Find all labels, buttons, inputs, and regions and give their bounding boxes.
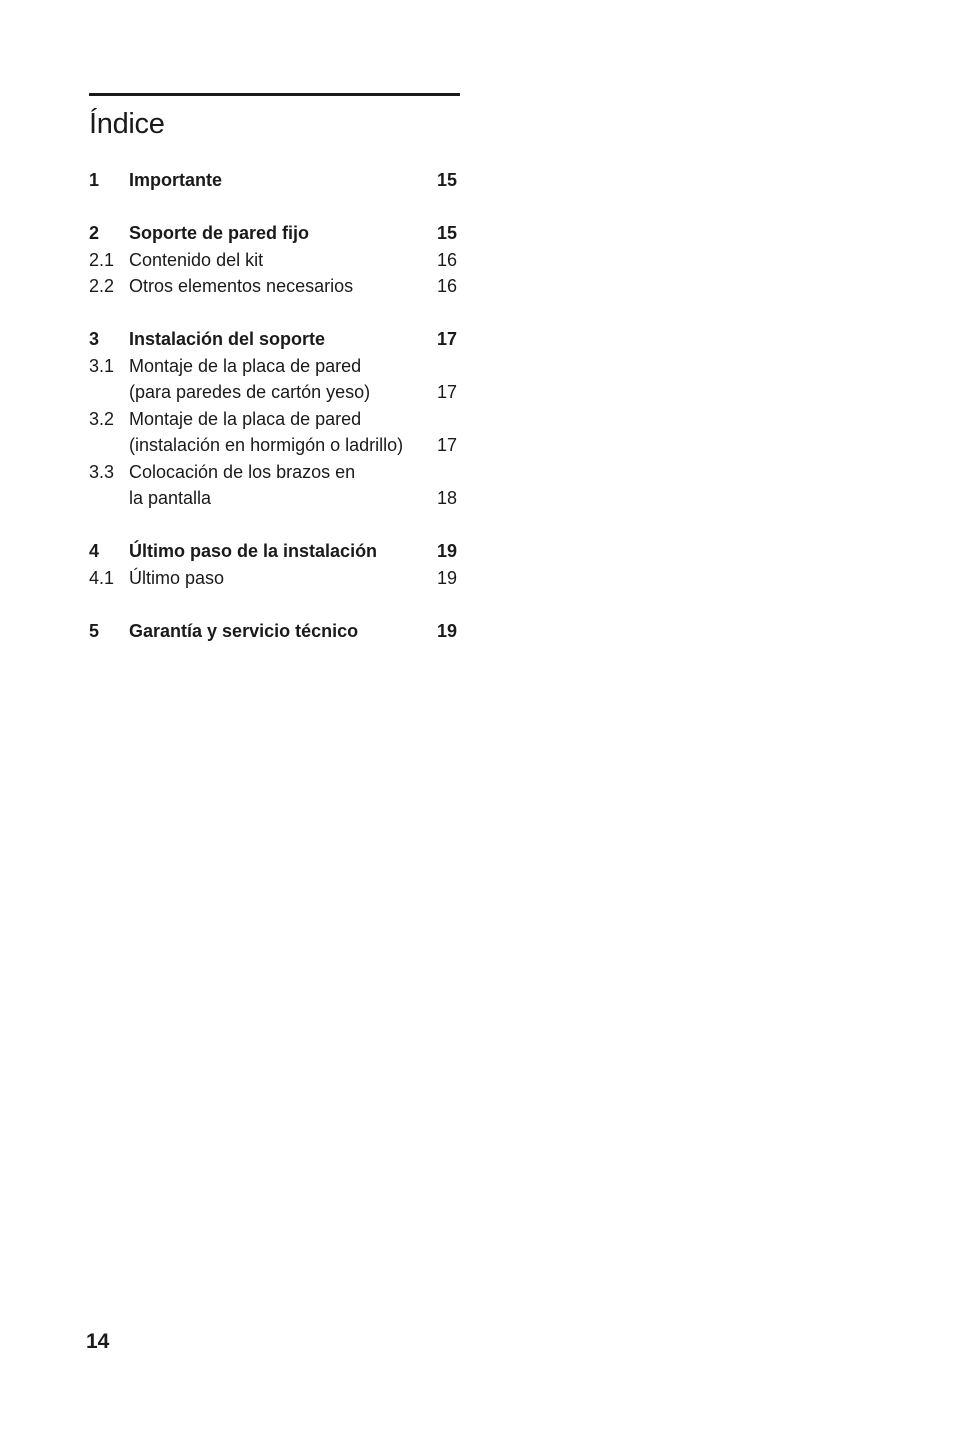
toc-label-continuation: la pantalla [129,488,212,508]
toc-number: 5 [89,620,100,641]
toc-number: 3.2 [89,408,115,429]
toc-page: 16 [436,276,457,296]
toc-label: Soporte de pared fijo [129,223,310,243]
toc-label: Último paso de la instalación [129,541,378,561]
toc-number: 2.1 [89,249,115,270]
toc-number: 2.2 [89,276,115,296]
page-number: 14 [86,1330,110,1353]
toc-section [89,247,460,274]
toc-page: 15 [436,223,457,243]
toc-label: Instalación del soporte [129,329,326,349]
table-of-contents [89,93,460,641]
toc-number: 3.3 [89,461,115,482]
toc-label: Último paso [129,567,225,588]
toc-label: Montaje de la placa de pared [129,355,362,376]
toc-chapter [89,538,460,565]
toc-section [89,353,460,380]
toc-section [89,406,460,433]
toc-label: Garantía y servicio técnico [129,620,359,641]
toc-chapter [89,326,460,353]
toc-page: 17 [436,382,457,402]
toc-section [89,273,460,300]
title-rule [89,93,460,96]
toc-label-continuation: (para paredes de cartón yeso) [129,382,371,402]
toc-page: 19 [436,541,457,561]
toc-section-continuation [89,379,460,406]
toc-page: 18 [436,488,457,508]
toc-chapter [89,618,460,645]
toc-page: 19 [436,620,457,641]
toc-number: 2 [89,223,100,243]
toc-section-continuation [89,485,460,512]
toc-chapter [89,220,460,247]
toc-page: 15 [436,170,457,190]
toc-number: 3 [89,329,100,349]
toc-section-continuation [89,432,460,459]
toc-number: 4.1 [89,567,115,588]
toc-number: 3.1 [89,355,115,376]
toc-page: 17 [436,329,457,349]
page-title: Índice [89,108,165,140]
toc-page: 19 [436,567,457,588]
toc-label-continuation: (instalación en hormigón o ladrillo) [129,435,404,455]
toc-number: 4 [89,541,100,561]
toc-page: 17 [436,435,457,455]
toc-number: 1 [89,170,100,190]
toc-label: Colocación de los brazos en [129,461,356,482]
toc-entries [89,167,460,644]
toc-label: Contenido del kit [129,249,264,270]
toc-label: Montaje de la placa de pared [129,408,362,429]
toc-page: 16 [436,249,457,270]
toc-chapter [89,167,460,194]
toc-label: Importante [129,170,223,190]
toc-section [89,565,460,592]
toc-section [89,459,460,486]
toc-label: Otros elementos necesarios [129,276,354,296]
